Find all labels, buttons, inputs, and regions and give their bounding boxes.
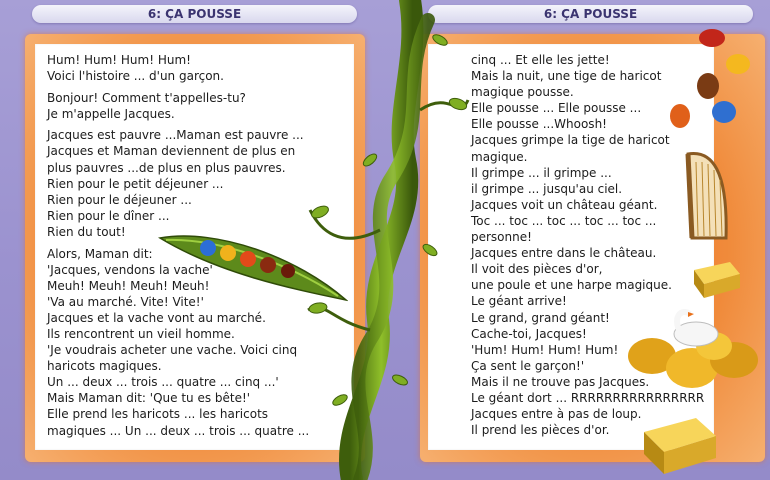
story-line: Jacques entre dans le château. bbox=[471, 246, 657, 261]
story-line: une poule et une harpe magique. bbox=[471, 278, 672, 293]
left-page-story bbox=[47, 52, 347, 439]
story-line: il grimpe ... jusqu'au ciel. bbox=[471, 181, 623, 196]
story-line: Bonjour! Comment t'appelles-tu? bbox=[47, 90, 246, 105]
story-line: Elle pousse ...Whoosh! bbox=[471, 117, 607, 132]
story-line: Le grand, grand géant! bbox=[471, 310, 610, 325]
story-line: Un ... deux ... trois ... quatre ... cinq ...' bbox=[47, 375, 279, 390]
story-line: Alors, Maman dit: bbox=[47, 246, 153, 261]
story-line: Le géant arrive! bbox=[471, 294, 567, 309]
story-line: personne! bbox=[471, 230, 532, 245]
story-line: Rien pour le petit déjeuner ... bbox=[47, 176, 224, 191]
right-page-header: 6: ÇA POUSSE bbox=[428, 5, 753, 23]
story-line: Jacques et la vache vont au marché. bbox=[47, 310, 266, 325]
story-line: Jacques est pauvre ...Maman est pauvre ... bbox=[47, 128, 304, 143]
story-line: Mais la nuit, une tige de haricot bbox=[471, 69, 662, 84]
story-line: cinq ... Et elle les jette! bbox=[471, 53, 610, 67]
story-line: Rien pour le dîner ... bbox=[47, 208, 170, 223]
story-line: Jacques et Maman deviennent de plus en bbox=[47, 144, 296, 159]
story-line: Il prend les pièces d'or. bbox=[471, 423, 610, 438]
story-line: Mais il ne trouve pas Jacques. bbox=[471, 374, 650, 389]
left-page-header: 6: ÇA POUSSE bbox=[32, 5, 357, 23]
right-page-story bbox=[471, 52, 741, 438]
story-line: Elle prend les haricots ... les haricots bbox=[47, 407, 269, 422]
story-line: Je m'appelle Jacques. bbox=[47, 106, 175, 121]
story-line: magique. bbox=[471, 149, 528, 164]
story-line: Ça sent le garçon!' bbox=[471, 358, 585, 373]
story-line: plus pauvres ...de plus en plus pauvres. bbox=[47, 160, 286, 175]
story-line: Mais Maman dit: 'Que tu es bête!' bbox=[47, 391, 251, 406]
story-line: 'Hum! Hum! Hum! Hum! bbox=[471, 342, 619, 357]
story-line: Jacques voit un château géant. bbox=[471, 197, 658, 212]
story-line: Jacques entre à pas de loup. bbox=[471, 407, 642, 422]
story-line: Rien pour le déjeuner ... bbox=[47, 192, 192, 207]
story-line: magique pousse. bbox=[471, 85, 574, 100]
story-line: Rien du tout! bbox=[47, 224, 126, 239]
story-line: Hum! Hum! Hum! Hum! bbox=[47, 53, 191, 67]
story-line: Il grimpe ... il grimpe ... bbox=[471, 165, 612, 180]
story-line: magiques ... Un ... deux ... trois ... quatre ... bbox=[47, 423, 310, 438]
story-line: Meuh! Meuh! Meuh! Meuh! bbox=[47, 278, 210, 293]
story-line: Voici l'histoire ... d'un garçon. bbox=[47, 69, 224, 84]
story-line: Il voit des pièces d'or, bbox=[471, 262, 603, 277]
story-line: Toc ... toc ... toc ... toc ... toc ... bbox=[471, 213, 657, 228]
story-line: haricots magiques. bbox=[47, 359, 162, 374]
story-line: Elle pousse ... Elle pousse ... bbox=[471, 101, 642, 116]
story-line: 'Je voudrais acheter une vache. Voici cinq bbox=[47, 343, 298, 358]
story-line: Ils rencontrent un vieil homme. bbox=[47, 327, 235, 341]
story-line: Jacques grimpe la tige de haricot bbox=[471, 133, 670, 148]
story-line: Le géant dort ... RRRRRRRRRRRRRRRR bbox=[471, 390, 705, 405]
story-line: 'Jacques, vendons la vache' bbox=[47, 262, 213, 277]
story-line: Cache-toi, Jacques! bbox=[471, 326, 587, 341]
story-line: 'Va au marché. Vite! Vite!' bbox=[47, 294, 204, 309]
